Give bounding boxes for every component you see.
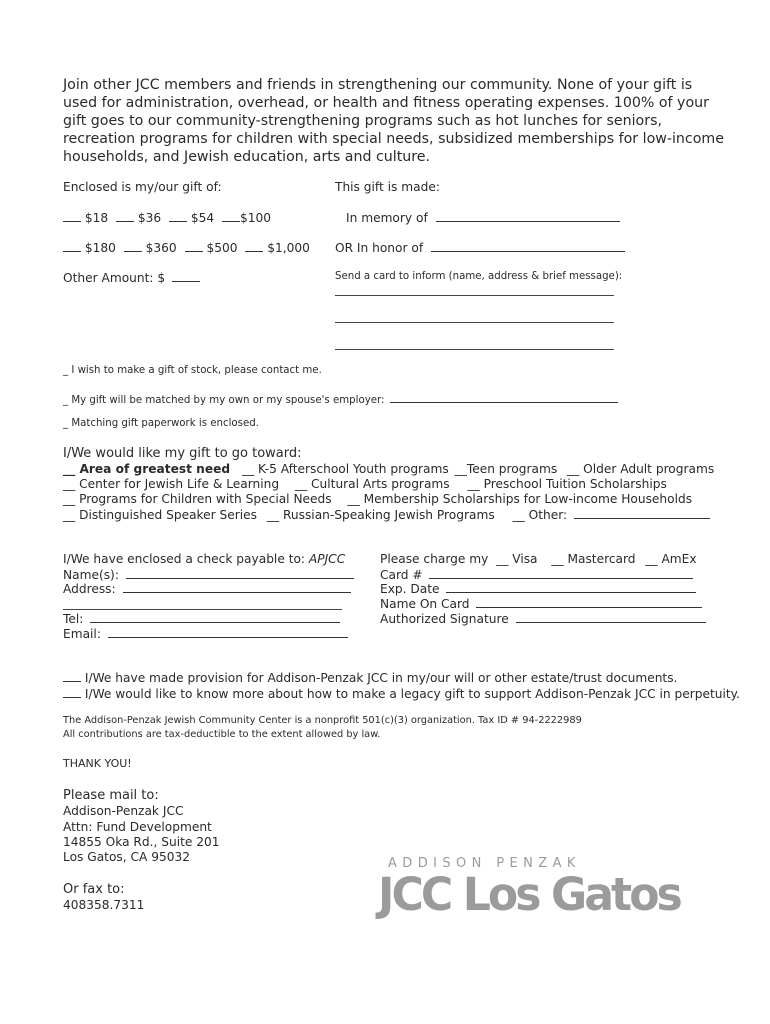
designation-row-3: [63, 492, 692, 506]
legacy-provision-blank[interactable]: [63, 670, 81, 682]
gift-180-blank[interactable]: [63, 240, 81, 252]
exp-date-label: Exp. Date: [380, 582, 440, 596]
designation-other[interactable]: __ Other:: [512, 508, 568, 522]
address-label: Address:: [63, 582, 116, 596]
tel-row: [63, 611, 340, 626]
designation-heading: I/We would like my gift to go toward:: [63, 446, 302, 461]
card-number-label: Card #: [380, 568, 423, 582]
designation-cultural-arts[interactable]: __ Cultural Arts programs: [294, 477, 450, 491]
designation-row-2: [63, 477, 667, 491]
email-row: [63, 626, 348, 641]
names-field[interactable]: [126, 567, 354, 579]
gift-500-label: $500: [206, 241, 238, 255]
legacy-learn-blank[interactable]: [63, 686, 81, 698]
card-amex-option[interactable]: __ AmEx: [645, 552, 697, 566]
gift-54-blank[interactable]: [169, 210, 187, 222]
fax-number: 408358.7311: [63, 898, 145, 912]
gift-36-blank[interactable]: [116, 210, 134, 222]
designation-row-1: [63, 462, 714, 476]
intro-line: gift goes to our community-strengthening programs such as hot lunches for seniors,: [63, 113, 662, 129]
gift-18-blank[interactable]: [63, 210, 81, 222]
names-row: [63, 567, 354, 582]
card-charge-row: [380, 552, 697, 566]
logo-subtitle: ADDISON PENZAK: [388, 856, 581, 871]
paperwork-option[interactable]: _ Matching gift paperwork is enclosed.: [63, 418, 259, 429]
address-line-2[interactable]: [63, 609, 342, 610]
card-visa-option[interactable]: __ Visa: [496, 552, 538, 566]
gift-amounts-row-2: [63, 240, 310, 255]
email-field[interactable]: [108, 626, 348, 638]
card-inform-label: Send a card to inform (name, address & brief message):: [335, 271, 623, 282]
exp-date-field[interactable]: [446, 581, 696, 593]
address-field[interactable]: [123, 581, 351, 593]
card-message-line-2[interactable]: [335, 322, 614, 323]
gift-360-label: $360: [145, 241, 177, 255]
intro-line: Join other JCC members and friends in strengthening our community. None of your gift is: [63, 77, 693, 93]
designation-other-field[interactable]: [574, 507, 710, 519]
honor-row: [335, 240, 625, 255]
designation-jewish-life[interactable]: __ Center for Jewish Life & Learning: [63, 477, 280, 491]
card-charge-label: Please charge my: [380, 552, 489, 566]
employer-field[interactable]: [390, 391, 618, 403]
designation-speaker-series[interactable]: __ Distinguished Speaker Series: [63, 508, 258, 522]
matched-label: _ My gift will be matched by my own or my spouse's employer:: [63, 395, 385, 406]
gift-36-label: $36: [137, 211, 162, 225]
jcc-logo: JCC Los Gatos: [378, 868, 680, 921]
thank-you: THANK YOU!: [63, 757, 132, 770]
honor-field[interactable]: [431, 240, 625, 252]
mail-attn: Attn: Fund Development: [63, 820, 212, 834]
memory-row: [346, 210, 620, 225]
designation-teen-programs[interactable]: __Teen programs: [454, 462, 558, 476]
signature-row: [380, 611, 706, 626]
mail-org: Addison-Penzak JCC: [63, 804, 184, 818]
designation-special-needs[interactable]: __ Programs for Children with Special Needs: [63, 492, 332, 506]
card-number-field[interactable]: [429, 567, 693, 579]
signature-field[interactable]: [516, 611, 706, 623]
legacy-provision[interactable]: I/We have made provision for Addison-Penzak JCC in my/our will or other estate/trust documents.: [63, 670, 677, 685]
mail-city: Los Gatos, CA 95032: [63, 850, 190, 864]
tel-field[interactable]: [90, 611, 340, 623]
gift-360-blank[interactable]: [124, 240, 142, 252]
gift-54-label: $54: [190, 211, 215, 225]
legacy-learn[interactable]: I/We would like to know more about how to make a legacy gift to support Addison-Penzak JCC in perpetuity.: [63, 686, 740, 701]
designation-area-of-greatest-need[interactable]: __ Area of greatest need: [63, 462, 231, 476]
names-label: Name(s):: [63, 568, 119, 582]
tribute-heading: This gift is made:: [335, 180, 440, 194]
matched-option[interactable]: [63, 391, 618, 406]
signature-label: Authorized Signature: [380, 612, 509, 626]
gift-1000-label: $1,000: [267, 241, 310, 255]
memory-field[interactable]: [436, 210, 620, 222]
check-payable: [63, 552, 345, 566]
tel-label: Tel:: [63, 612, 84, 626]
card-number-row: [380, 567, 693, 582]
gift-180-label: $180: [84, 241, 116, 255]
designation-membership-scholarships[interactable]: __ Membership Scholarships for Low-income Households: [347, 492, 693, 506]
mail-street: 14855 Oka Rd., Suite 201: [63, 835, 220, 849]
name-on-card-field[interactable]: [476, 596, 702, 608]
gift-1000-blank[interactable]: [245, 240, 263, 252]
honor-label: OR In honor of: [335, 241, 424, 255]
gift-100-blank[interactable]: [222, 210, 240, 222]
gift-amounts-row-1: [63, 210, 271, 225]
designation-k5-afterschool[interactable]: __ K-5 Afterschool Youth programs: [241, 462, 449, 476]
intro-line: used for administration, overhead, or health and fitness operating expenses. 100% of your: [63, 95, 709, 111]
email-label: Email:: [63, 627, 101, 641]
exp-date-row: [380, 581, 696, 596]
card-message-line-3[interactable]: [335, 349, 614, 350]
other-amount-label: Other Amount: $: [63, 271, 166, 285]
fax-heading: Or fax to:: [63, 882, 125, 897]
intro-line: recreation programs for children with special needs, subsidized memberships for low-income: [63, 131, 724, 147]
address-row: [63, 581, 351, 596]
legal-line-2: All contributions are tax-deductible to the extent allowed by law.: [63, 729, 381, 740]
name-on-card-label: Name On Card: [380, 597, 470, 611]
gift-100-label: $100: [240, 211, 272, 225]
intro-line: households, and Jewish education, arts and culture.: [63, 149, 431, 165]
designation-row-4: [63, 507, 710, 522]
stock-option[interactable]: _ I wish to make a gift of stock, please contact me.: [63, 365, 322, 376]
other-amount-field[interactable]: [172, 270, 200, 282]
other-amount: [63, 270, 200, 285]
mail-heading: Please mail to:: [63, 788, 159, 803]
designation-older-adult[interactable]: __ Older Adult programs: [567, 462, 715, 476]
designation-preschool-scholarships[interactable]: __ Preschool Tuition Scholarships: [467, 477, 667, 491]
legal-line-1: The Addison-Penzak Jewish Community Center is a nonprofit 501(c)(3) organization. Tax ID # 94-2222989: [63, 715, 582, 726]
gift-heading: Enclosed is my/our gift of:: [63, 180, 222, 194]
check-label: I/We have enclosed a check payable to:: [63, 552, 306, 566]
designation-russian-speaking[interactable]: __ Russian-Speaking Jewish Programs: [266, 508, 495, 522]
gift-18-label: $18: [84, 211, 109, 225]
gift-500-blank[interactable]: [185, 240, 203, 252]
check-payee: APJCC: [308, 552, 346, 566]
name-on-card-row: [380, 596, 702, 611]
intro-paragraph: [63, 76, 724, 166]
card-message-line-1[interactable]: [335, 295, 614, 296]
memory-label: In memory of: [346, 211, 428, 225]
card-mastercard-option[interactable]: __ Mastercard: [551, 552, 636, 566]
